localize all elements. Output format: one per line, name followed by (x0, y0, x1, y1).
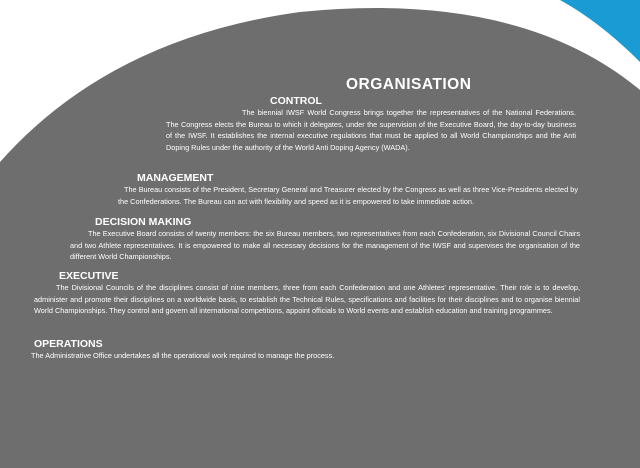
section-text-operations: The Administrative Office undertakes all the operational work required to manage the process. (31, 351, 335, 360)
section-heading-control: CONTROL (270, 95, 322, 107)
section-control (166, 95, 576, 153)
section-text-management: The Bureau consists of the President, Secretary General and Treasurer elected by the Congress as well as three Vice-Presidents elected by the Confederations. The Bureau can act with flexibility and speed as it is empowered to take immediate action. (118, 185, 578, 206)
section-executive (34, 270, 580, 317)
section-text-executive: The Divisional Councils of the disciplines consist of nine members, three from each Confederation and one Athletes' representative. Their role is to develop, administer and promote their disciplines on a worldwide basis, to establish the Technical Rules, specifications and facilities for their disciplines and to organise biennial World Championships. They control and govern all international competitions, appoint officials to World events and establish education and training programmes. (34, 283, 580, 316)
section-management (118, 172, 578, 207)
section-decision-making (70, 216, 580, 263)
section-heading-executive: EXECUTIVE (59, 270, 119, 282)
section-heading-decision-making: DECISION MAKING (95, 216, 192, 228)
section-text-control: The biennial IWSF World Congress brings together the representatives of the National Federations. The Congress elects the Bureau to which it delegates, under the supervision of the Executive Board, the day-to-day business of the IWSF. It establishes the internal executive regulations that must be applied to all World Championships and the Anti Doping Rules under the authority of the World Anti Doping Agency (WADA). (166, 108, 576, 152)
section-heading-management: MANAGEMENT (137, 172, 214, 184)
section-text-decision-making: The Executive Board consists of twenty members: the six Bureau members, two representatives from each Confederation, six Divisional Council Chairs and two Athlete representatives. It is empowered to make all necessary decisions for the management of the IWSF and supervises the organisation of the different World Championships. (70, 229, 580, 262)
section-operations (31, 338, 591, 362)
section-heading-operations: OPERATIONS (34, 338, 103, 350)
page-title: ORGANISATION (346, 76, 472, 93)
